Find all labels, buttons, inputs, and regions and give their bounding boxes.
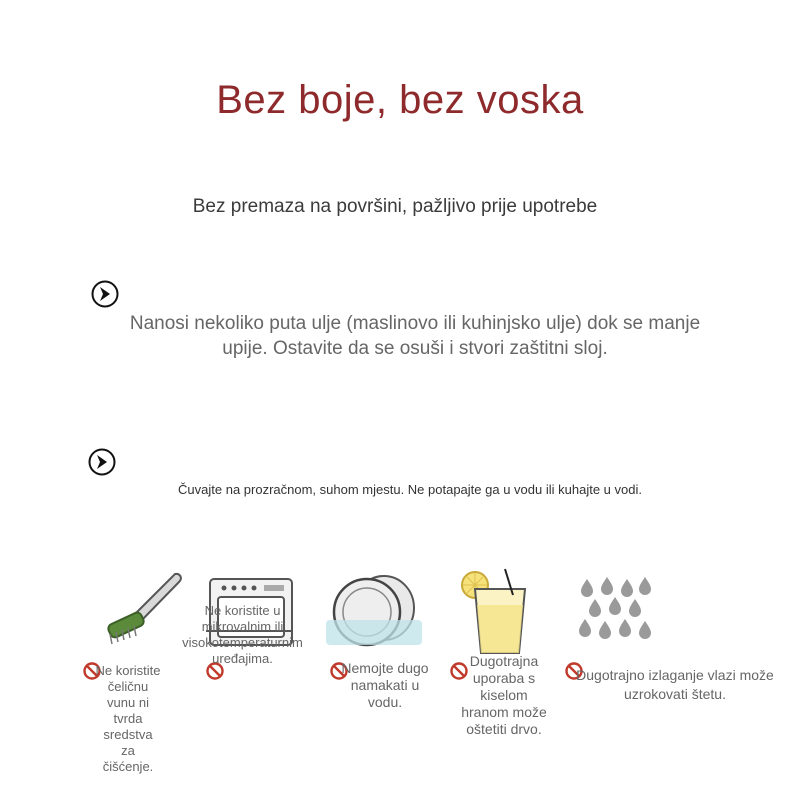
lemonade-glass-icon bbox=[455, 565, 535, 657]
arrow-right-circle-icon bbox=[88, 448, 116, 476]
page-title: Bez boje, bez voska bbox=[216, 78, 584, 122]
warning-steel-wool-text: Ne koristite čeličnu vunu ni tvrda sredstva za čišćenje. bbox=[95, 663, 161, 774]
warning-acidic-food-text: Dugotrajna uporaba s kiselom hranom može oštetiti drvo. bbox=[461, 653, 547, 737]
plate-in-water-icon bbox=[322, 570, 427, 655]
tip-storage-text: Čuvajte na prozračnom, suhom mjestu. Ne potapajte ga u vodu ili kuhajte u vodi. bbox=[178, 482, 642, 497]
warning-soaking-text: Nemojte dugo namakati u vodu. bbox=[341, 660, 429, 710]
arrow-right-circle-icon bbox=[91, 280, 119, 308]
warning-moisture-text: Dugotrajno izlaganje vlazi može uzrokovati štetu. bbox=[576, 667, 774, 702]
water-drops-icon bbox=[575, 575, 655, 650]
scrub-brush-icon bbox=[100, 568, 185, 653]
page-subtitle: Bez premaza na površini, pažljivo prije upotrebe bbox=[192, 196, 598, 217]
warning-microwave-text: Ne koristite u mikrovalnim ili visokotemperaturnim uređajima. bbox=[182, 603, 303, 666]
tip-oil-text: Nanosi nekoliko puta ulje (maslinovo ili kuhinjsko ulje) dok se manje upije. Ostavite da se osuši i stvori zaštitni sloj. bbox=[129, 313, 701, 359]
